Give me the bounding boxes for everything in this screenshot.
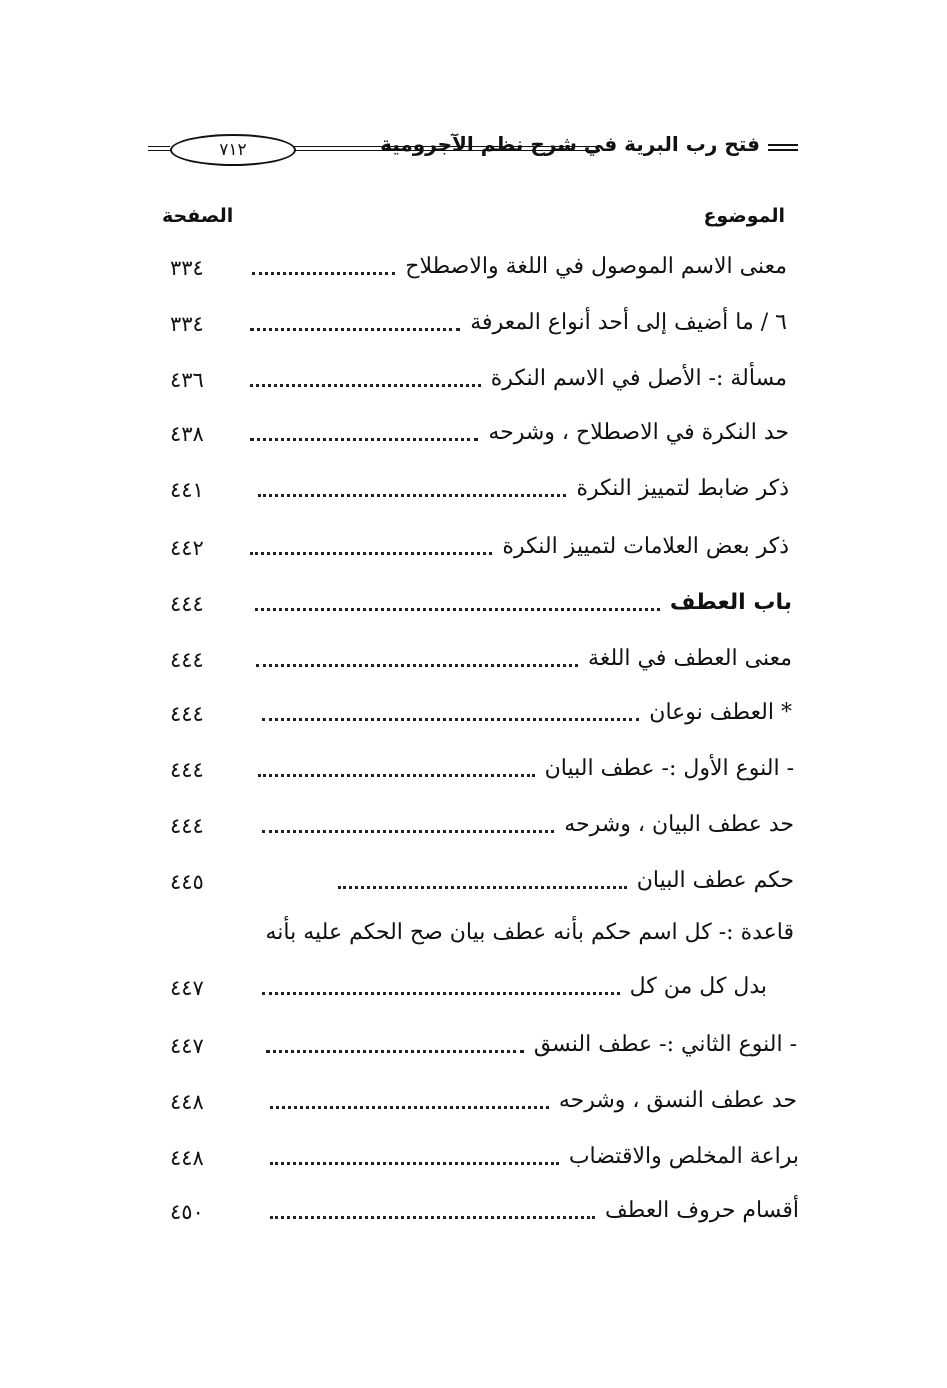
- dot-leader: [270, 1162, 559, 1165]
- toc-entry-title: * العطف نوعان: [643, 700, 792, 725]
- dot-leader: [250, 552, 492, 555]
- toc-entry-title: حد عطف البيان ، وشرحه: [558, 812, 794, 837]
- toc-entry: [0, 862, 947, 906]
- toc-entry: [0, 806, 947, 850]
- toc-entry-title: براعة المخلص والاقتضاب: [563, 1144, 799, 1169]
- header-rule: [288, 146, 600, 151]
- toc-entry-title: باب العطف: [664, 590, 792, 615]
- toc-entry: [0, 914, 947, 958]
- toc-entry-page: ٤٤٧: [170, 1034, 204, 1058]
- toc-entry-page: ٣٣٤: [170, 256, 204, 280]
- toc-entry-title: حكم عطف البيان: [631, 868, 794, 893]
- header-ornament-left: [148, 146, 170, 151]
- toc-entry-page: ٤٤٤: [170, 702, 204, 726]
- dot-leader: [262, 718, 639, 721]
- dot-leader: [256, 664, 578, 667]
- toc-entry-title: معنى العطف في اللغة: [582, 646, 792, 671]
- topic-column-heading: الموضوع: [703, 205, 785, 227]
- toc-entry: [0, 248, 947, 292]
- toc-entry: [0, 694, 947, 738]
- toc-entry-page: ٤٤٢: [170, 536, 204, 560]
- toc-entry: [0, 640, 947, 684]
- toc-entry: [0, 528, 947, 572]
- toc-entry: [0, 1138, 947, 1182]
- toc-entry: [0, 1026, 947, 1070]
- toc-entry-title: ٦ / ما أضيف إلى أحد أنواع المعرفة: [464, 310, 787, 335]
- toc-entry: [0, 304, 947, 348]
- dot-leader: [262, 830, 554, 833]
- toc-entry-page: ٣٣٤: [170, 312, 204, 336]
- dot-leader: [258, 774, 535, 777]
- toc-entry-page: ٤٤٤: [170, 648, 204, 672]
- toc-entry: [0, 584, 947, 628]
- toc-entry-page: ٤٤١: [170, 478, 204, 502]
- toc-entry-title: معنى الاسم الموصول في اللغة والاصطلاح: [399, 254, 787, 279]
- toc-entry-title: ذكر ضابط لتمييز النكرة: [570, 476, 789, 501]
- toc-entry-title: أقسام حروف العطف: [599, 1198, 799, 1223]
- toc-entry-page: ٤٤٤: [170, 592, 204, 616]
- toc-entry: [0, 470, 947, 514]
- toc-entry-page: ٤٣٨: [170, 422, 204, 446]
- toc-entry-title: - النوع الثاني :- عطف النسق: [528, 1032, 797, 1057]
- toc-entry-title: قاعدة :- كل اسم حكم بأنه عطف بيان صح الحكم عليه بأنه: [260, 920, 795, 945]
- page-column-heading: الصفحة: [162, 205, 234, 227]
- toc-entry-page: ٤٤٥: [170, 870, 204, 894]
- dot-leader: [338, 886, 627, 889]
- toc-entry-page: ٤٥٠: [170, 1200, 204, 1224]
- toc-entry-title: مسألة :- الأصل في الاسم النكرة: [485, 366, 787, 391]
- dot-leader: [262, 992, 620, 995]
- toc-entry-page: ٤٤٤: [170, 758, 204, 782]
- toc-entry: [0, 360, 947, 404]
- toc-entry-title: حد عطف النسق ، وشرحه: [553, 1088, 797, 1113]
- toc-entry-page: ٤٤٧: [170, 976, 204, 1000]
- toc-entry-title: ذكر بعض العلامات لتمييز النكرة: [496, 534, 789, 559]
- toc-entry: [0, 1192, 947, 1236]
- dot-leader: [266, 1050, 524, 1053]
- dot-leader: [270, 1216, 595, 1219]
- toc-entry: [0, 414, 947, 458]
- toc-entry-page: ٤٤٨: [170, 1090, 204, 1114]
- toc-entry-title: حد النكرة في الاصطلاح ، وشرحه: [482, 420, 789, 445]
- dot-leader: [252, 272, 395, 275]
- toc-entry: [0, 968, 947, 1012]
- dot-leader: [250, 438, 478, 441]
- toc-entry: [0, 750, 947, 794]
- page-number: ٧١٢: [170, 134, 296, 166]
- toc-entry-page: ٤٤٤: [170, 814, 204, 838]
- header-ornament-right: [768, 144, 798, 151]
- toc-entry-title: بدل كل من كل: [624, 974, 767, 999]
- dot-leader: [258, 494, 566, 497]
- dot-leader: [270, 1106, 549, 1109]
- book-title: فتح رب البرية في شرح نظم الآجرومية: [380, 132, 760, 156]
- running-header: [148, 128, 798, 178]
- toc-entry-page: ٤٤٨: [170, 1146, 204, 1170]
- dot-leader: [250, 328, 460, 331]
- toc-entry-page: ٤٣٦: [170, 368, 204, 392]
- dot-leader: [255, 608, 660, 611]
- dot-leader: [250, 384, 481, 387]
- toc-entry: [0, 1082, 947, 1126]
- toc-entry-title: - النوع الأول :- عطف البيان: [539, 756, 794, 781]
